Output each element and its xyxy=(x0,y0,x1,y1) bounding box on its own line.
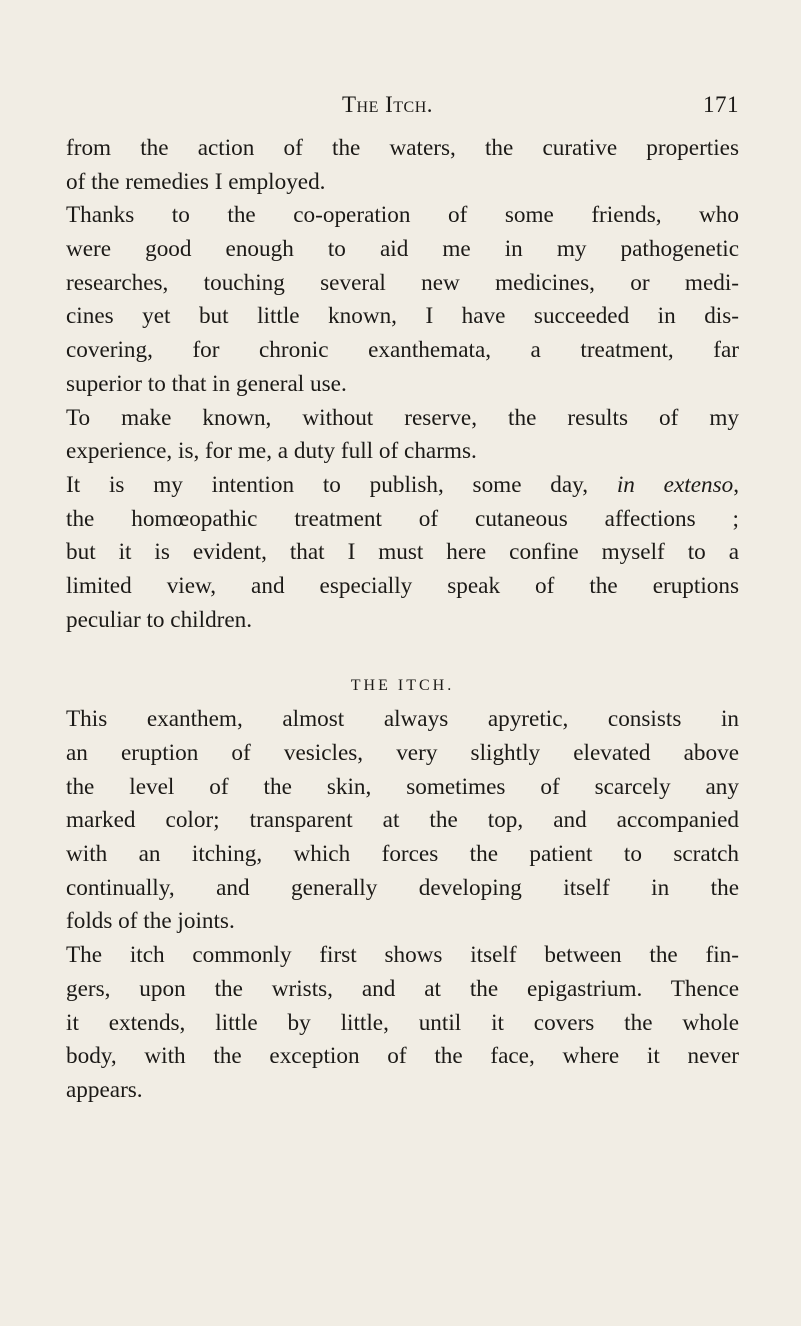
text-line: folds of the joints. xyxy=(66,908,235,935)
text-line: with an itching, which forces the patient to scratch xyxy=(66,841,739,868)
running-title: The Itch. xyxy=(342,92,434,117)
text-line: cines yet but little known, I have succeeded in dis- xyxy=(66,303,739,330)
paragraph-1 xyxy=(66,132,739,199)
paragraph-2 xyxy=(66,199,739,401)
text-line: gers, upon the wrists, and at the epigastrium. Thence xyxy=(66,975,739,1002)
text-run: , xyxy=(733,471,739,498)
text-line: superior to that in general use. xyxy=(66,370,347,397)
text-line: were good enough to aid me in my pathogenetic xyxy=(66,236,739,263)
text-line: appears. xyxy=(66,1076,143,1103)
text-line: This exanthem, almost always apyretic, consists in xyxy=(66,706,739,733)
text-line: To make known, without reserve, the results of my xyxy=(66,404,739,431)
text-line: but it is evident, that I must here confine myself to a xyxy=(66,539,739,566)
text-line: Thanks to the co-operation of some friends, who xyxy=(66,202,739,229)
text-line: covering, for chronic exanthemata, a treatment, far xyxy=(66,337,739,364)
paragraph-3 xyxy=(66,402,739,469)
text-line: an eruption of vesicles, very slightly elevated above xyxy=(66,740,739,766)
text-line: the homœopathic treatment of cutaneous affections ; xyxy=(66,505,739,532)
italic-phrase: in extenso xyxy=(616,471,734,498)
running-head xyxy=(66,92,739,132)
text-line: researches, touching several new medicines, or medi- xyxy=(66,269,739,296)
text-line: marked color; transparent at the top, and accompanied xyxy=(66,807,739,834)
text-line: of the remedies I employed. xyxy=(66,168,326,195)
paragraph-5 xyxy=(66,703,739,939)
paragraph-6 xyxy=(66,939,739,1107)
text-line: limited view, and especially speak of the eruptions xyxy=(66,572,739,599)
text-line: it extends, little by little, until it covers the whole xyxy=(66,1009,739,1036)
text-line: The itch commonly first shows itself between the fin- xyxy=(66,942,739,969)
text-line: from the action of the waters, the curative properties xyxy=(66,135,739,161)
text-line: body, with the exception of the face, where it never xyxy=(66,1043,739,1070)
text-line: experience, is, for me, a duty full of charms. xyxy=(66,438,477,465)
text-line xyxy=(66,469,739,503)
book-page xyxy=(66,92,739,1108)
text-line: the level of the skin, sometimes of scarcely any xyxy=(66,773,739,800)
text-line: continually, and generally developing itself in the xyxy=(66,874,739,901)
text-run: It is my intention to publish, some day, xyxy=(66,471,617,498)
page-number: 171 xyxy=(703,92,739,117)
section-heading: THE ITCH. xyxy=(350,677,455,695)
paragraph-4 xyxy=(66,469,739,637)
text-line: peculiar to children. xyxy=(66,606,253,633)
